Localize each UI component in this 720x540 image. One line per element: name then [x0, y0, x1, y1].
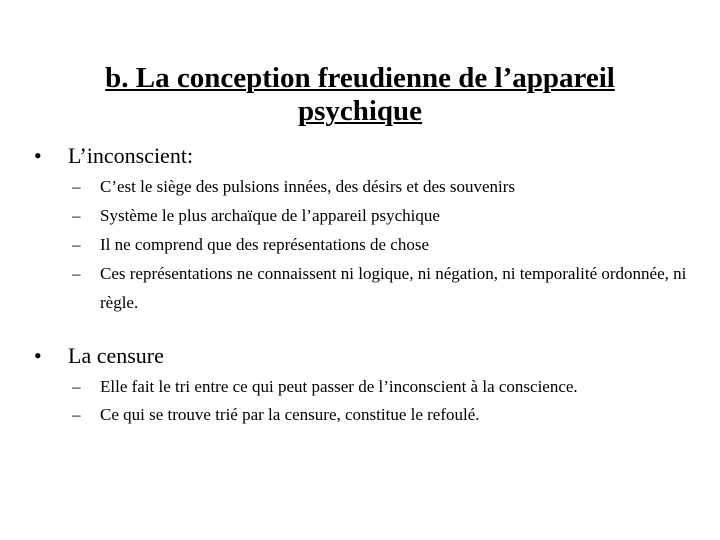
bullet-icon: •: [34, 343, 42, 368]
dash-icon: –: [72, 206, 81, 225]
bullet-heading-inconscient: L’inconscient:: [68, 143, 194, 168]
list-item-text: Il ne comprend que des représentations de chose: [100, 235, 430, 254]
bullet-icon: •: [34, 143, 42, 168]
list-item-text: Système le plus archaïque de l’appareil psychique: [100, 206, 440, 225]
list-item: [72, 401, 702, 429]
slide-title-line-1: b. La conception freudienne de l’appareil: [105, 62, 615, 94]
bullet-inconscient: [34, 143, 193, 169]
dash-icon: –: [72, 377, 81, 396]
slide-title: [60, 62, 660, 128]
list-item-text: Ce qui se trouve trié par la censure, constitue le refoulé.: [100, 405, 480, 424]
slide-title-line-2: psychique: [297, 95, 423, 127]
list-item-text: Ces représentations ne connaissent ni logique, ni négation, ni temporalité ordonnée, ni règle.: [100, 264, 687, 312]
dash-icon: –: [72, 177, 81, 196]
dash-icon: –: [72, 235, 81, 254]
bullet-heading-censure: La censure: [68, 343, 164, 368]
dash-icon: –: [72, 405, 81, 424]
list-item: [72, 230, 702, 259]
list-item-text: C’est le siège des pulsions innées, des désirs et des souvenirs: [100, 177, 516, 196]
sublist-inconscient: [72, 172, 702, 317]
sublist-censure: [72, 373, 702, 429]
list-item-text: Elle fait le tri entre ce qui peut passer de l’inconscient à la conscience.: [100, 377, 578, 396]
dash-icon: –: [72, 264, 81, 283]
bullet-censure: [34, 343, 164, 369]
list-item: [72, 201, 702, 230]
list-item: [72, 172, 702, 201]
list-item: [72, 259, 702, 317]
list-item: [72, 373, 702, 401]
